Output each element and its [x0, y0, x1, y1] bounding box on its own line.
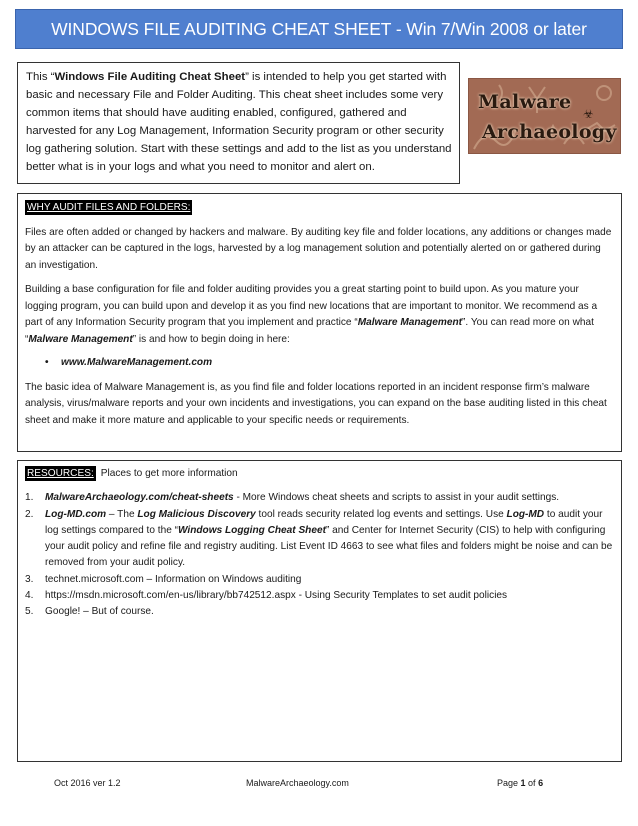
list-item-text: Google! – But of course. [45, 606, 154, 618]
why-paragraph-1: Files are often added or changed by hackers and malware. By auditing key file and folder locations, any additions or changes made by an attacker can be captured in the logs, harvested by a log management solution and potentially alerted on or gathered during an investigation. [25, 226, 612, 271]
list-item [25, 490, 614, 506]
list-item-text: https://msdn.microsoft.com/en-us/library/bb742512.aspx - Using Security Templates to set audit policies [45, 590, 508, 602]
list-item [25, 572, 614, 588]
log-md-link[interactable]: Log-MD.com [45, 508, 107, 520]
why-p2-text-b: ”. You can read more on what “ [25, 317, 594, 345]
bullet-item [45, 355, 614, 372]
footer-date-version: Oct 2016 ver 1.2 [54, 778, 121, 788]
why-p2-text-c: ” is and how to begin doing in here: [132, 333, 290, 345]
why-p2-emphasis-1: Malware Management [357, 317, 463, 328]
list-item-emphasis: Log Malicious Discovery [137, 508, 256, 520]
list-number: 5. [25, 606, 34, 618]
page-prefix: Page [497, 778, 521, 788]
why-paragraph-2 [25, 282, 614, 348]
intro-box [17, 62, 460, 184]
resources-section [17, 460, 622, 762]
list-item [25, 507, 614, 572]
list-item [25, 588, 614, 604]
list-item-text: ” and Center for Internet Security (CIS) to help with configuring your audit policy and refine file and registry auditing. List Event ID 4663 to see what files and folders might be noise and can be removed from your audit policy. [45, 524, 613, 569]
intro-text-rest: ” is intended to help you get started with basic and necessary File and Folder Auditing. This cheat sheet includes some very common items that should have auditing enabled, configured, gathered and harvested for any Log Management, Information Security program or other security log gathering solution. Start with these settings and add to the list as you understand better what is in your logs and what you need to monitor and alert on. [26, 71, 452, 173]
page-current: 1 [520, 778, 526, 788]
resources-subheading: Places to get more information [100, 468, 238, 479]
resources-heading: RESOURCES: [27, 468, 94, 479]
list-item-text: to audit your log settings compared to the “ [45, 508, 603, 536]
list-item-text: tool reads security related log events and settings. Use [255, 508, 507, 520]
why-audit-heading: WHY AUDIT FILES AND FOLDERS: [27, 202, 191, 213]
why-audit-section [17, 193, 622, 452]
resources-list [25, 490, 614, 620]
list-item-emphasis: Log-MD [506, 508, 545, 520]
intro-text-start: This “ [26, 71, 55, 83]
why-p2-emphasis-2: Malware Management [28, 333, 133, 345]
list-item-text: technet.microsoft.com – Information on Windows auditing [45, 573, 302, 585]
intro-title-bold: Windows File Auditing Cheat Sheet [54, 71, 246, 83]
malware-management-link[interactable]: www.MalwareManagement.com [61, 357, 213, 368]
list-item-text: – The [106, 508, 138, 520]
why-p2-text-a: Building a base configuration for file and folder auditing provides you a great starting point to build upon. As you mature your logging program, you can build upon and develop it as you find new locations that are important to monitor. We recommend as a part of any Information Security program that you implement and practice “ [25, 284, 598, 328]
list-number: 3. [25, 573, 34, 585]
list-number: 4. [25, 590, 34, 602]
footer-page-number [497, 778, 543, 788]
why-paragraph-3: The basic idea of Malware Management is, as you find file and folder locations reported in an incident response firm’s malware analysis, virus/malware reports and your own incidents and investigations, you can expand on the base auditing listed in this cheat sheet and make it more mature and applicable to your specific needs or requirements. [25, 381, 607, 426]
list-item-emphasis: Windows Logging Cheat Sheet [177, 524, 326, 536]
bullet-dot-icon: • [45, 357, 49, 368]
logo-line-1: Malware [478, 91, 572, 113]
page-of: of [525, 778, 539, 788]
cheat-sheets-link[interactable]: MalwareArchaeology.com/cheat-sheets [45, 492, 234, 504]
page-total: 6 [538, 778, 544, 788]
list-item-text: - More Windows cheat sheets and scripts to assist in your audit settings. [233, 492, 560, 504]
biohazard-icon: ☣ [583, 107, 594, 121]
list-item [25, 604, 614, 620]
list-number: 1. [25, 492, 34, 504]
logo-line-2: Archaeology [482, 121, 617, 143]
page-title: WINDOWS FILE AUDITING CHEAT SHEET - Win 7/Win 2008 or later [15, 9, 623, 49]
malware-archaeology-logo [468, 78, 621, 154]
footer-site: MalwareArchaeology.com [246, 778, 349, 788]
list-number: 2. [25, 508, 34, 520]
